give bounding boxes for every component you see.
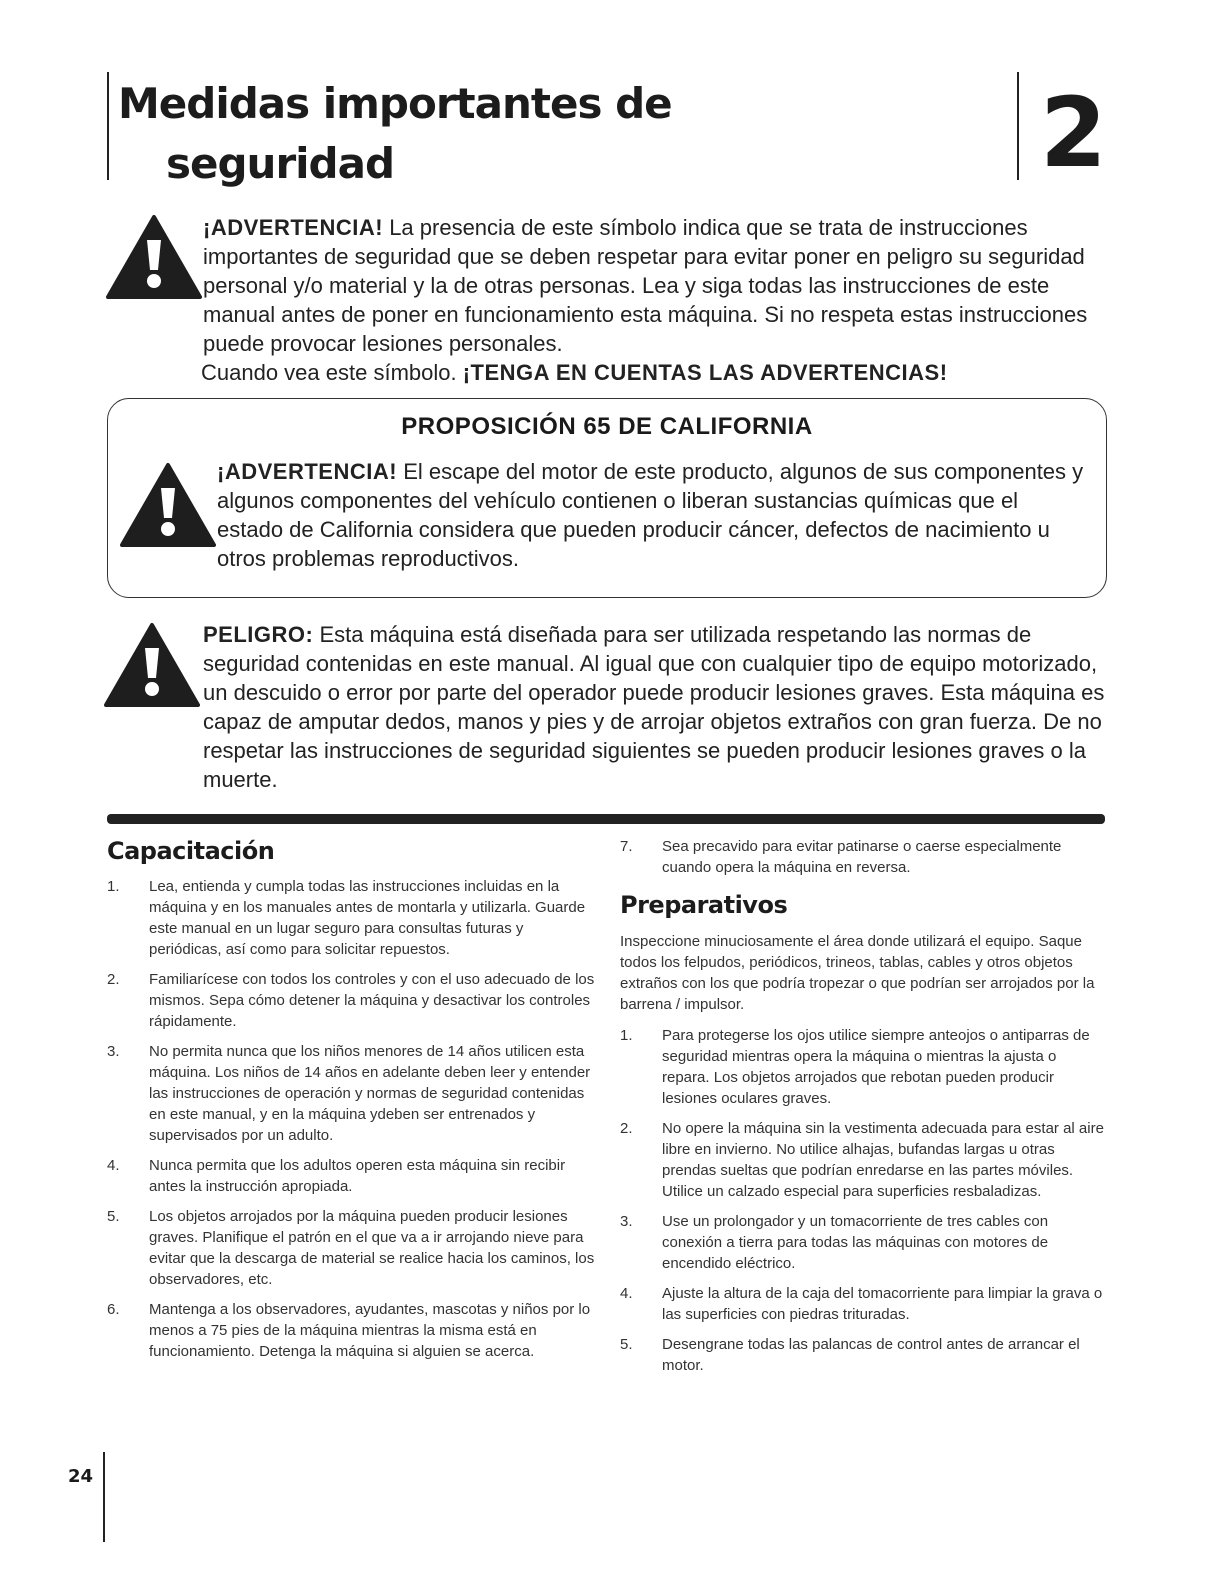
header-right-rule [1017,72,1019,180]
prop65-body: El escape del motor de este producto, algunos de sus componentes y algunos componentes del vehículo contienen o liberan sustancias químicas que el estado de California considera que pueden producir cáncer, defectos de nacimiento u otros problemas reproductivos. [217,459,1084,571]
warning-line2-emph: ¡TENGA EN CUENTAS LAS ADVERTENCIAS! [462,360,948,385]
preparativos-list [620,1025,1106,1385]
capacitacion-list [107,876,595,1371]
prop65-label: ¡ADVERTENCIA! [217,459,398,484]
page-title-line2: seguridad [166,139,395,188]
section-divider [107,814,1105,824]
list-item: 7. Sea precavido para evitar patinarse o caerse especialmente cuando opera la máquina en reversa. [620,838,1062,876]
danger-label: PELIGRO: [203,622,314,647]
preparativos-intro: Inspeccione minuciosamente el área donde utilizará el equipo. Saque todos los felpudos, periódicos, trineos, tablas, cables y otros objetos extraños con los que podría tropezar o que podrían ser arrojados por la barrena / impulsor. [620,933,1095,1013]
chapter-number: 2 [1040,77,1107,189]
danger-text [203,620,1108,794]
list-item: 1. Para protegerse los ojos utilice siempre anteojos o antiparras de seguridad mientras opera la máquina o mientras la ajusta o repara. Los objetos arrojados que rebotan pueden producir lesiones oculares graves. [620,1027,1090,1107]
prop65-title: PROPOSICIÓN 65 DE CALIFORNIA [401,413,813,440]
footer-rule [103,1452,105,1542]
warning-body: La presencia de este símbolo indica que se trata de instrucciones importantes de seguridad que se deben respetar para evitar poner en peligro su seguridad personal y/o material y la de otras personas. Lea y siga todas las instrucciones de este manual antes de poner en funcionamiento esta máquina. Si no respeta estas instrucciones puede provocar lesiones personales. [203,215,1088,356]
warning-label: ¡ADVERTENCIA! [203,215,384,240]
capacitacion-list-continued [620,836,1106,887]
warning-text [203,213,1108,358]
list-item: 5. Los objetos arrojados por la máquina pueden producir lesiones graves. Planifique el patrón en el que va a ir arrojando nieve para evitar que la descarga de material se realice hacia los caminos, los observadores, etc. [107,1208,595,1288]
prop65-warning-triangle-icon [120,462,216,548]
header-left-rule [107,72,109,180]
danger-body: Esta máquina está diseñada para ser utilizada respetando las normas de seguridad contenidas en este manual. Al igual que con cualquier tipo de equipo motorizado, un descuido o error por parte del operador puede producir lesiones graves. Esta máquina es capaz de amputar dedos, manos y pies y de arrojar objetos extraños con gran fuerza. De no respetar las instrucciones de seguridad siguientes se pueden producir lesiones graves o la muerte. [203,622,1105,792]
danger-triangle-icon [104,622,200,708]
page-title [118,74,672,194]
page-number: 24 [68,1466,94,1487]
list-item: 4. Nunca permita que los adultos operen esta máquina sin recibir antes la instrucción apropiada. [107,1157,566,1195]
list-item: 5. Desengrane todas las palancas de control antes de arrancar el motor. [620,1336,1080,1374]
list-item: 2. Familiarícese con todos los controles y con el uso adecuado de los mismos. Sepa cómo detener la máquina y desactivar los controles rápidamente. [107,971,595,1030]
warning-triangle-icon [106,214,202,300]
capacitacion-heading: Capacitación [107,837,275,865]
page-title-line1: Medidas importantes de [118,79,672,128]
list-item: 2. No opere la máquina sin la vestimenta adecuada para estar al aire libre en invierno. No utilice alhajas, bufandas largas u otras prendas sueltas que podrían enredarse en las partes móviles. Utilice un calzado especial para superficies resbaladizas. [620,1120,1104,1200]
list-item: 6. Mantenga a los observadores, ayudantes, mascotas y niños por lo menos a 75 pies de la máquina mientras la misma está en funcionamiento. Detenga la máquina si alguien se acerca. [107,1301,591,1360]
prop65-text [217,457,1087,573]
warning-line2-prefix: Cuando vea este símbolo. [201,360,457,385]
list-item: 3. No permita nunca que los niños menores de 14 años utilicen esta máquina. Los niños de 14 años en adelante deben leer y entender las instrucciones de operación y normas de seguridad contenidas en este manual, y en la máquina ydeben ser entrenados y supervisados por un adulto. [107,1043,591,1144]
list-item: 3. Use un prolongador y un tomacorriente de tres cables con conexión a tierra para todas las máquinas con motores de encendido eléctrico. [620,1213,1049,1272]
preparativos-heading: Preparativos [620,891,788,919]
list-item: 1. Lea, entienda y cumpla todas las instrucciones incluidas en la máquina y en los manuales antes de montarla y utilizarla. Guarde este manual en un lugar seguro para consultas futuras y periódicas, así como para solicitar repuestos. [107,878,586,958]
list-item: 4. Ajuste la altura de la caja del tomacorriente para limpiar la grava o las superficies con piedras trituradas. [620,1285,1103,1323]
warning-line2 [201,358,1106,387]
